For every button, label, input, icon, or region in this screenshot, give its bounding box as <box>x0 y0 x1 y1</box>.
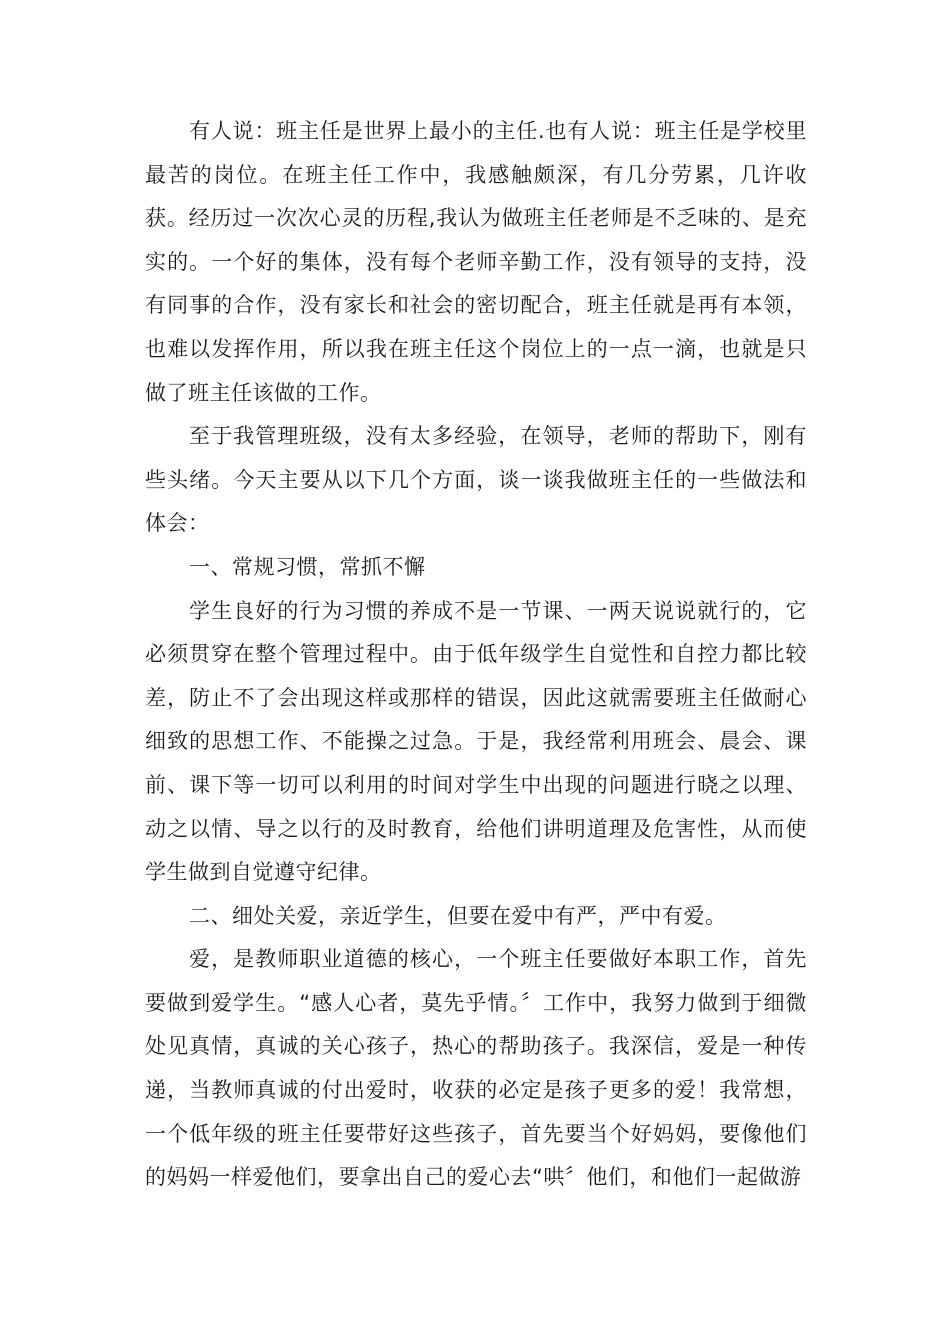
paragraph-intro: 有人说：班主任是世界上最小的主任.也有人说：班主任是学校里最苦的岗位。在班主任工作中，我感触颇深，有几分劳累，几许收获。经历过一次次心灵的历程,我认为做班主任老师是不乏味的、是充实的。一个好的集体，没有每个老师辛勤工作，没有领导的支持，没有同事的合作，没有家长和社会的密切配合，班主任就是再有本领，也难以发挥作用，所以我在班主任这个岗位上的一点一滴，也就是只做了班主任该做的工作。 <box>145 119 807 405</box>
paragraph-habits: 学生良好的行为习惯的养成不是一节课、一两天说说就行的，它必须贯穿在整个管理过程中。由于低年级学生自觉性和自控力都比较差，防止不了会出现这样或那样的错误，因此这就需要班主任做耐心细致的思想工作、不能操之过急。于是，我经常利用班会、晨会、课前、课下等一切可以利用的时间对学生中出现的问题进行晓之以理、动之以情、导之以行的及时教育，给他们讲明道理及危害性，从而使学生做到自觉遵守纪律。 <box>145 598 807 885</box>
paragraph-experience: 至于我管理班级，没有太多经验，在领导，老师的帮助下，刚有些头绪。今天主要从以下几个方面，谈一谈我做班主任的一些做法和体会： <box>145 424 807 536</box>
paragraph-love: 爱，是教师职业道德的核心，一个班主任要做好本职工作，首先要做到爱学生。“感人心者，莫先乎情。〞工作中，我努力做到于细微处见真情，真诚的关心孩子，热心的帮助孩子。我深信，爱是一种传递，当教师真诚的付出爱时，收获的必定是孩子更多的爱！我常想，一个低年级的班主任要带好这些孩子，首先要当个好妈妈，要像他们的妈妈一样爱他们，要拿出自己的爱心去“哄〞他们，和他们一起做游 <box>145 947 807 1190</box>
document-page <box>145 110 807 1200</box>
heading-section-one: 一、常规习惯，常抓不懈 <box>189 554 426 579</box>
heading-section-two: 二、细处关爱，亲近学生，但要在爱中有严，严中有爱。 <box>189 903 727 928</box>
